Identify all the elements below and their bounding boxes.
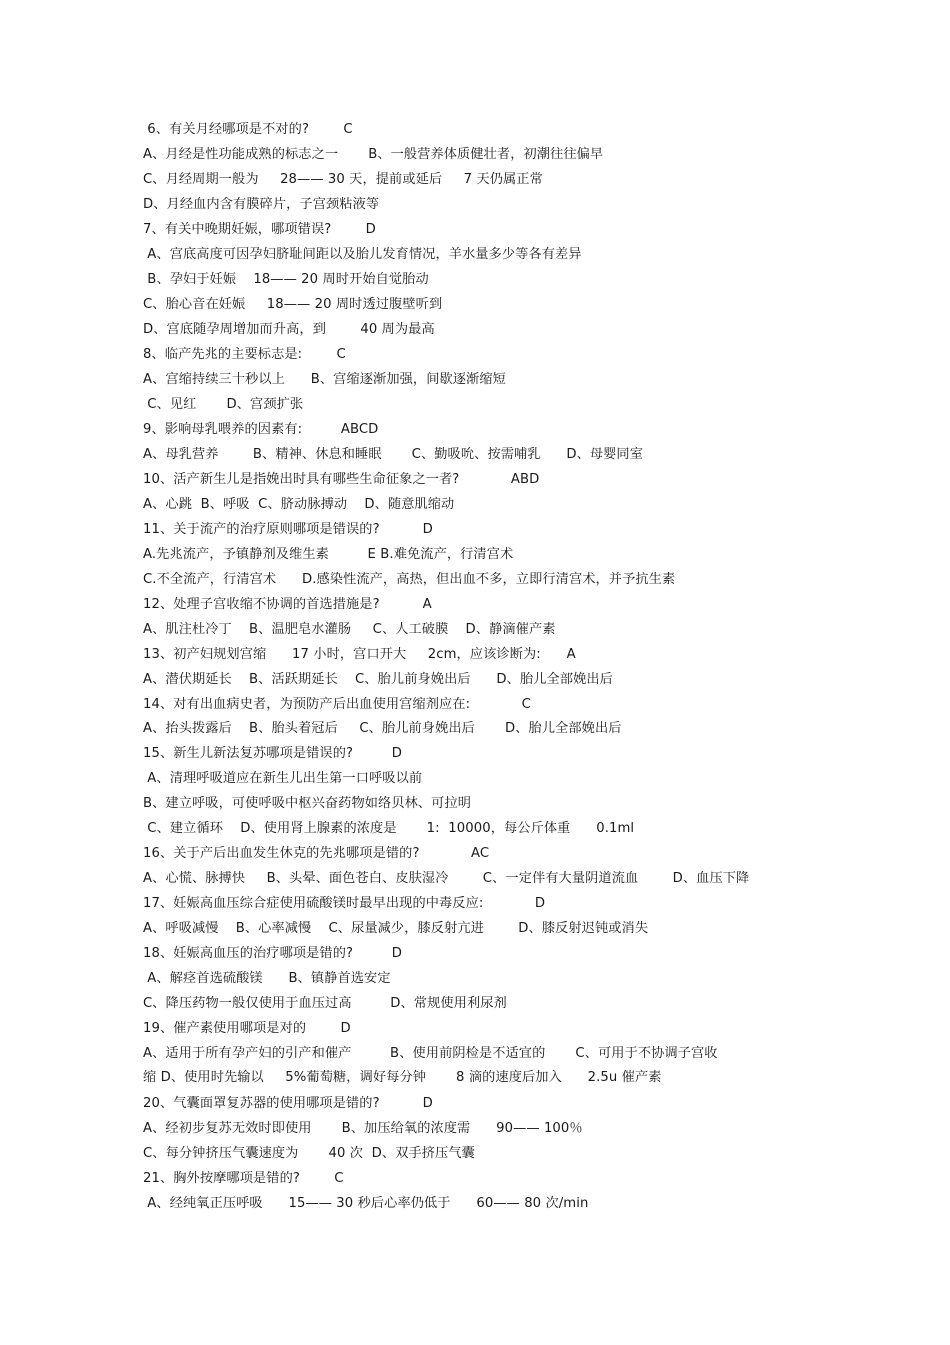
question-14-options: A、抬头拨露后 B、胎头着冠后 C、胎儿前身娩出后 D、胎儿全部娩出后 bbox=[143, 721, 622, 736]
question-19-option-d: 缩 D、使用时先输以 5%葡萄糖，调好每分钟 8 滴的速度后加入 2.5u 催产素 bbox=[143, 1070, 662, 1085]
question-19-options-abc: A、适用于所有孕产妇的引产和催产 B、使用前阴检是不适宜的 C、可用于不协调子宫收 bbox=[143, 1046, 718, 1061]
question-6-option-c: C、月经周期一般为 28—— 30 天，提前或延后 7 天仍属正常 bbox=[143, 172, 543, 187]
question-9: 9、影响母乳喂养的因素有: ABCD bbox=[143, 422, 379, 437]
question-12-options: A、肌注杜冷丁 B、温肥皂水灌肠 C、人工破膜 D、静滴催产素 bbox=[143, 622, 556, 637]
question-21-option-a: A、经纯氧正压呼吸 15—— 30 秒后心率仍低于 60—— 80 次/min bbox=[143, 1196, 589, 1211]
question-18: 18、妊娠高血压的治疗哪项是错的? D bbox=[143, 946, 402, 961]
question-16: 16、关于产后出血发生休克的先兆哪项是错的? AC bbox=[143, 846, 490, 861]
question-21: 21、胸外按摩哪项是错的? C bbox=[143, 1171, 344, 1186]
question-11: 11、关于流产的治疗原则哪项是错误的? D bbox=[143, 522, 433, 537]
question-7-option-b: B、孕妇于妊娠 18—— 20 周时开始自觉胎动 bbox=[143, 272, 429, 287]
question-15-option-a: A、清理呼吸道应在新生儿出生第一口呼吸以前 bbox=[143, 771, 423, 786]
question-19: 19、催产素使用哪项是对的 D bbox=[143, 1021, 351, 1036]
question-15: 15、新生儿新法复苏哪项是错误的? D bbox=[143, 746, 402, 761]
question-6-options-ab: A、月经是性功能成熟的标志之一 B、一般营养体质健壮者，初潮往往偏早 bbox=[143, 147, 604, 162]
question-18-options-cd: C、降压药物一般仅使用于血压过高 D、常规使用利尿剂 bbox=[143, 996, 507, 1011]
question-9-options: A、母乳营养 B、精神、休息和睡眠 C、勤吸吮、按需哺乳 D、母婴同室 bbox=[143, 447, 644, 462]
question-18-options-ab: A、解痉首选硫酸镁 B、镇静首选安定 bbox=[143, 971, 391, 986]
question-11-options-cd: C.不全流产，行清宫术 D.感染性流产，高热，但出血不多，立即行清宫术，并予抗生素 bbox=[143, 572, 676, 587]
question-7-option-a: A、宫底高度可因孕妇脐耻间距以及胎儿发育情况，羊水量多少等各有差异 bbox=[143, 247, 582, 262]
question-20-options-cd: C、每分钟挤压气囊速度为 40 次 D、双手挤压气囊 bbox=[143, 1146, 475, 1161]
question-20-options-ab: A、经初步复苏无效时即使用 B、加压给氧的浓度需 90—— 100％ bbox=[143, 1121, 583, 1136]
question-17-options: A、呼吸减慢 B、心率减慢 C、尿量减少，膝反射亢进 D、膝反射迟钝或消失 bbox=[143, 921, 649, 936]
question-12: 12、处理子宫收缩不协调的首选措施是? A bbox=[143, 597, 432, 612]
question-20: 20、气囊面罩复苏器的使用哪项是错的? D bbox=[143, 1096, 433, 1111]
question-14: 14、对有出血病史者，为预防产后出血使用宫缩剂应在: C bbox=[143, 697, 531, 712]
question-10-options: A、心跳 B、呼吸 C、脐动脉搏动 D、随意肌缩动 bbox=[143, 497, 455, 512]
question-8-options-cd: C、见红 D、宫颈扩张 bbox=[143, 397, 304, 412]
question-13: 13、初产妇规划宫缩 17 小时，宫口开大 2cm，应该诊断为: A bbox=[143, 647, 576, 662]
question-7: 7、有关中晚期妊娠，哪项错误? D bbox=[143, 222, 376, 237]
question-6-option-d: D、月经血内含有膜碎片，子宫颈粘液等 bbox=[143, 197, 380, 212]
question-7-option-d: D、宫底随孕周增加而升高，到 40 周为最高 bbox=[143, 322, 435, 337]
question-15-options-cd: C、建立循环 D、使用肾上腺素的浓度是 1: 10000，每公斤体重 0.1ml bbox=[143, 821, 635, 836]
question-8-options-ab: A、宫缩持续三十秒以上 B、宫缩逐渐加强，间歇逐渐缩短 bbox=[143, 372, 506, 387]
question-11-options-ab: A.先兆流产，予镇静剂及维生素 E B.难免流产，行清宫术 bbox=[143, 547, 514, 562]
question-10: 10、活产新生儿是指娩出时具有哪些生命征象之一者? ABD bbox=[143, 472, 540, 487]
question-13-options: A、潜伏期延长 B、活跃期延长 C、胎儿前身娩出后 D、胎儿全部娩出后 bbox=[143, 672, 613, 687]
question-7-option-c: C、胎心音在妊娠 18—— 20 周时透过腹壁听到 bbox=[143, 297, 443, 312]
question-6: 6、有关月经哪项是不对的? C bbox=[143, 122, 353, 137]
question-8: 8、临产先兆的主要标志是: C bbox=[143, 347, 346, 362]
question-17: 17、妊娠高血压综合症使用硫酸镁时最早出现的中毒反应: D bbox=[143, 896, 546, 911]
question-16-options: A、心慌、脉搏快 B、头晕、面色苍白、皮肤湿冷 C、一定伴有大量阴道流血 D、血压下降 bbox=[143, 871, 750, 886]
question-15-option-b: B、建立呼吸，可使呼吸中枢兴奋药物如络贝林、可拉明 bbox=[143, 796, 472, 811]
